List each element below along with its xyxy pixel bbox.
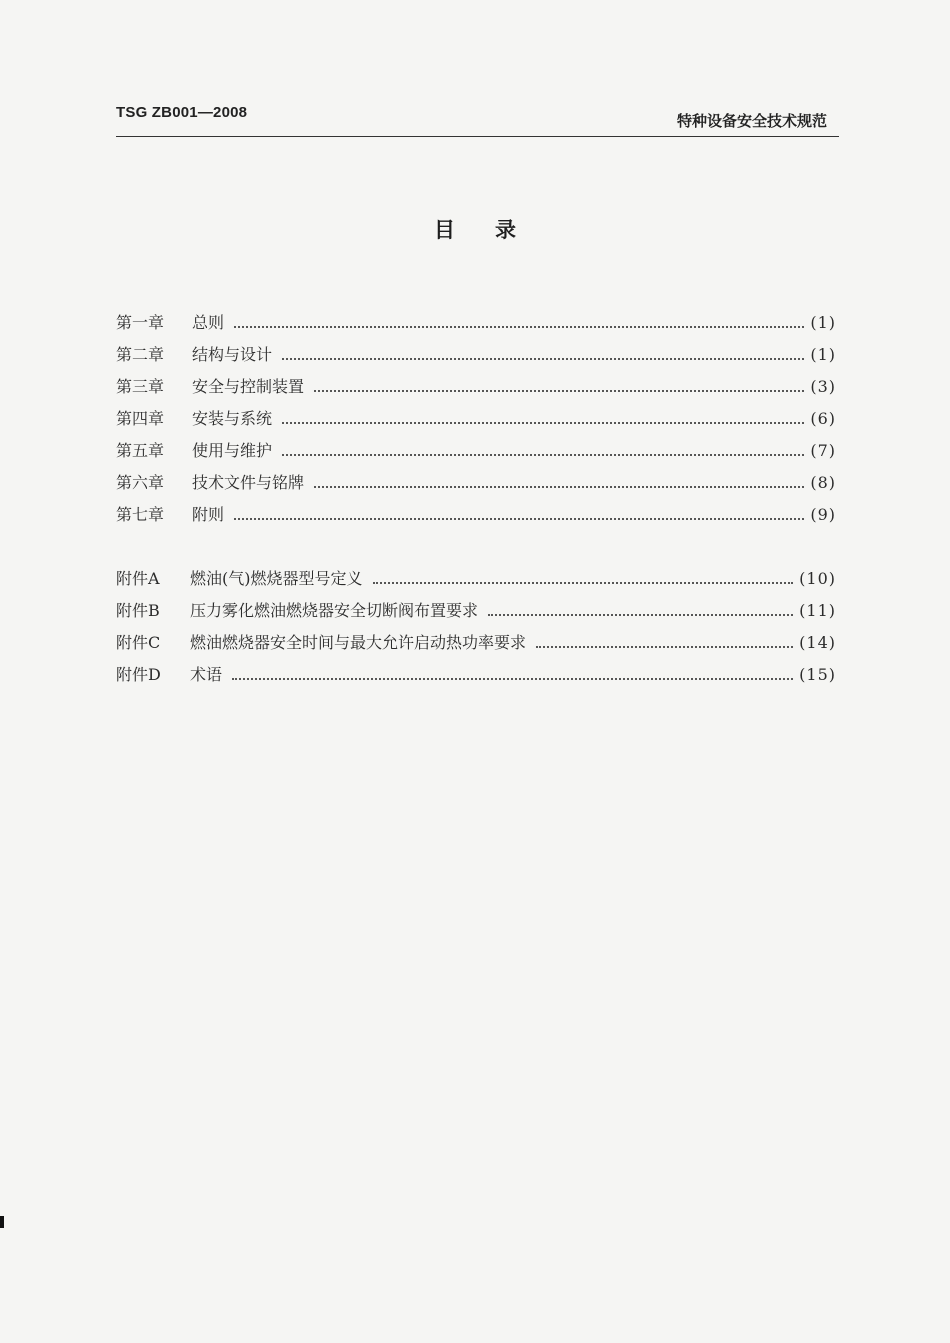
chapter-title: 总则 — [192, 313, 225, 332]
dot-leader — [536, 645, 793, 648]
page-number: (6) — [810, 409, 836, 428]
chapter-number: 第一章 — [116, 313, 165, 332]
standard-code: TSG ZB001—2008 — [116, 104, 248, 121]
appendix-number: 附件D — [116, 665, 161, 684]
dot-leader — [234, 325, 804, 328]
dot-leader — [234, 517, 804, 520]
page-number: (15) — [799, 665, 836, 684]
dot-leader — [232, 677, 793, 680]
page-number: (14) — [799, 633, 836, 652]
page-number: (10) — [799, 569, 836, 588]
binding-mark — [0, 1216, 4, 1228]
dot-leader — [373, 581, 794, 584]
chapter-number: 第二章 — [116, 345, 165, 364]
dot-leader — [282, 357, 804, 360]
toc-entry — [116, 630, 836, 662]
dot-leader — [282, 421, 804, 424]
toc-entry — [116, 342, 836, 374]
appendix-number: 附件C — [116, 633, 161, 652]
chapter-list — [116, 310, 836, 534]
chapter-title: 使用与维护 — [192, 441, 273, 460]
page-number: (1) — [810, 345, 836, 364]
page-number: (7) — [810, 441, 836, 460]
toc-entry — [116, 662, 836, 694]
dot-leader — [314, 485, 804, 488]
dot-leader — [282, 453, 804, 456]
page-number: (1) — [810, 313, 836, 332]
dot-leader — [488, 613, 793, 616]
toc-entry — [116, 470, 836, 502]
chapter-number: 第七章 — [116, 505, 165, 524]
toc-entry — [116, 374, 836, 406]
chapter-number: 第五章 — [116, 441, 165, 460]
appendix-title: 燃油(气)燃烧器型号定义 — [190, 569, 363, 588]
appendix-number: 附件A — [116, 569, 160, 588]
page-number: (3) — [810, 377, 836, 396]
appendix-title: 燃油燃烧器安全时间与最大允许启动热功率要求 — [190, 633, 527, 652]
page-number: (11) — [799, 601, 836, 620]
toc-title: 目录 — [434, 218, 556, 242]
appendix-title: 术语 — [190, 665, 223, 684]
appendix-list — [116, 566, 836, 694]
chapter-title: 安装与系统 — [192, 409, 273, 428]
page-number: (8) — [810, 473, 836, 492]
chapter-number: 第六章 — [116, 473, 165, 492]
toc-entry — [116, 310, 836, 342]
chapter-title: 安全与控制装置 — [192, 377, 305, 396]
appendix-title: 压力雾化燃油燃烧器安全切断阀布置要求 — [190, 601, 479, 620]
chapter-number: 第三章 — [116, 377, 165, 396]
toc-entry — [116, 406, 836, 438]
chapter-number: 第四章 — [116, 409, 165, 428]
toc-entry — [116, 438, 836, 470]
toc-entry — [116, 598, 836, 630]
toc-entry — [116, 566, 836, 598]
chapter-title: 技术文件与铭牌 — [192, 473, 305, 492]
page-header — [116, 104, 839, 137]
chapter-title: 结构与设计 — [192, 345, 273, 364]
series-title: 特种设备安全技术规范 — [676, 112, 827, 130]
toc-entry — [116, 502, 836, 534]
page-number: (9) — [810, 505, 836, 524]
appendix-number: 附件B — [116, 601, 160, 620]
dot-leader — [314, 389, 804, 392]
chapter-title: 附则 — [192, 505, 225, 524]
